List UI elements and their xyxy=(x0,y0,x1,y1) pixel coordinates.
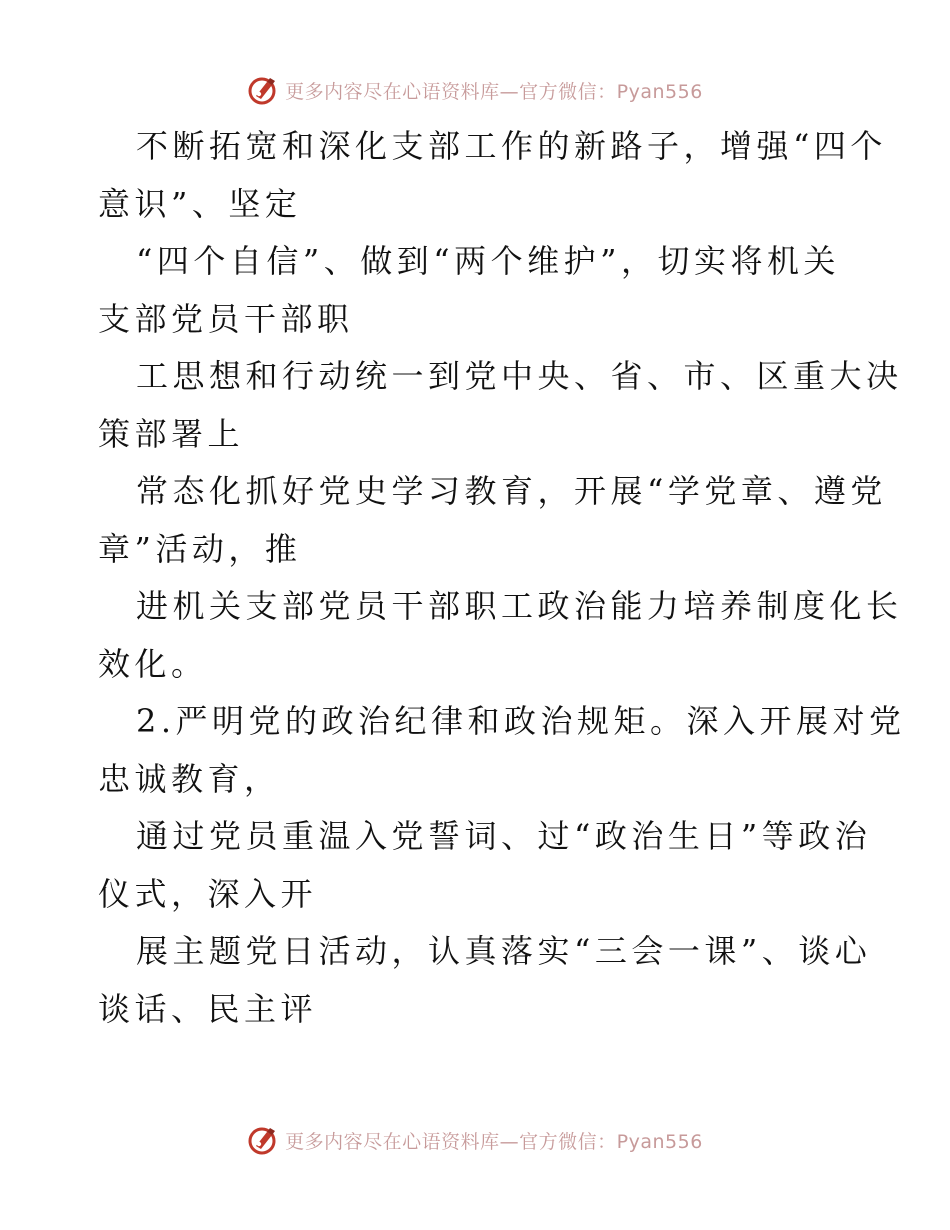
paragraph-line: “四个自信”、做到“两个维护”，切实将机关 xyxy=(136,242,840,280)
paragraph-8 xyxy=(98,923,872,1038)
paragraph-5 xyxy=(98,578,903,693)
logo-icon xyxy=(247,74,279,106)
paragraph-line: 不断拓宽和深化支部工作的新路子，增强“四个 xyxy=(136,127,887,165)
paragraph-line: 效化。 xyxy=(98,644,208,683)
logo-icon xyxy=(247,1124,279,1156)
paragraph-line: 章”活动，推 xyxy=(98,529,302,568)
paragraph-4 xyxy=(98,463,887,578)
paragraph-1 xyxy=(98,118,887,233)
paragraph-2 xyxy=(98,233,858,348)
footer-watermark xyxy=(0,1120,950,1160)
paragraph-line: 展主题党日活动，认真落实“三会一课”、谈心 xyxy=(136,932,872,970)
paragraph-6 xyxy=(98,693,906,808)
paragraph-3 xyxy=(98,348,903,463)
paragraph-line: 支部党员干部职 xyxy=(98,299,354,338)
header-watermark xyxy=(0,70,950,110)
paragraph-line: 忠诚教育， xyxy=(98,759,281,798)
paragraph-line: 进机关支部党员干部职工政治能力培养制度化长 xyxy=(136,587,903,625)
paragraph-line: 常态化抓好党史学习教育，开展“学党章、遵党 xyxy=(136,472,887,510)
paragraph-line: 工思想和行动统一到党中央、省、市、区重大决 xyxy=(136,357,903,395)
paragraph-line: 谈话、民主评 xyxy=(98,989,318,1028)
paragraph-line: 意识”、坚定 xyxy=(98,184,302,223)
paragraph-7 xyxy=(98,808,872,923)
paragraph-line: 仪式，深入开 xyxy=(98,874,318,913)
document-body xyxy=(98,118,906,1038)
paragraph-line: 策部署上 xyxy=(98,414,245,453)
header-watermark-text: 更多内容尽在心语资料库—官方微信：Pyan556 xyxy=(285,80,703,103)
footer-watermark-text: 更多内容尽在心语资料库—官方微信：Pyan556 xyxy=(285,1130,703,1153)
paragraph-line: 通过党员重温入党誓词、过“政治生日”等政治 xyxy=(136,817,872,855)
paragraph-line: 2.严明党的政治纪律和政治规矩。深入开展对党 xyxy=(136,702,906,740)
